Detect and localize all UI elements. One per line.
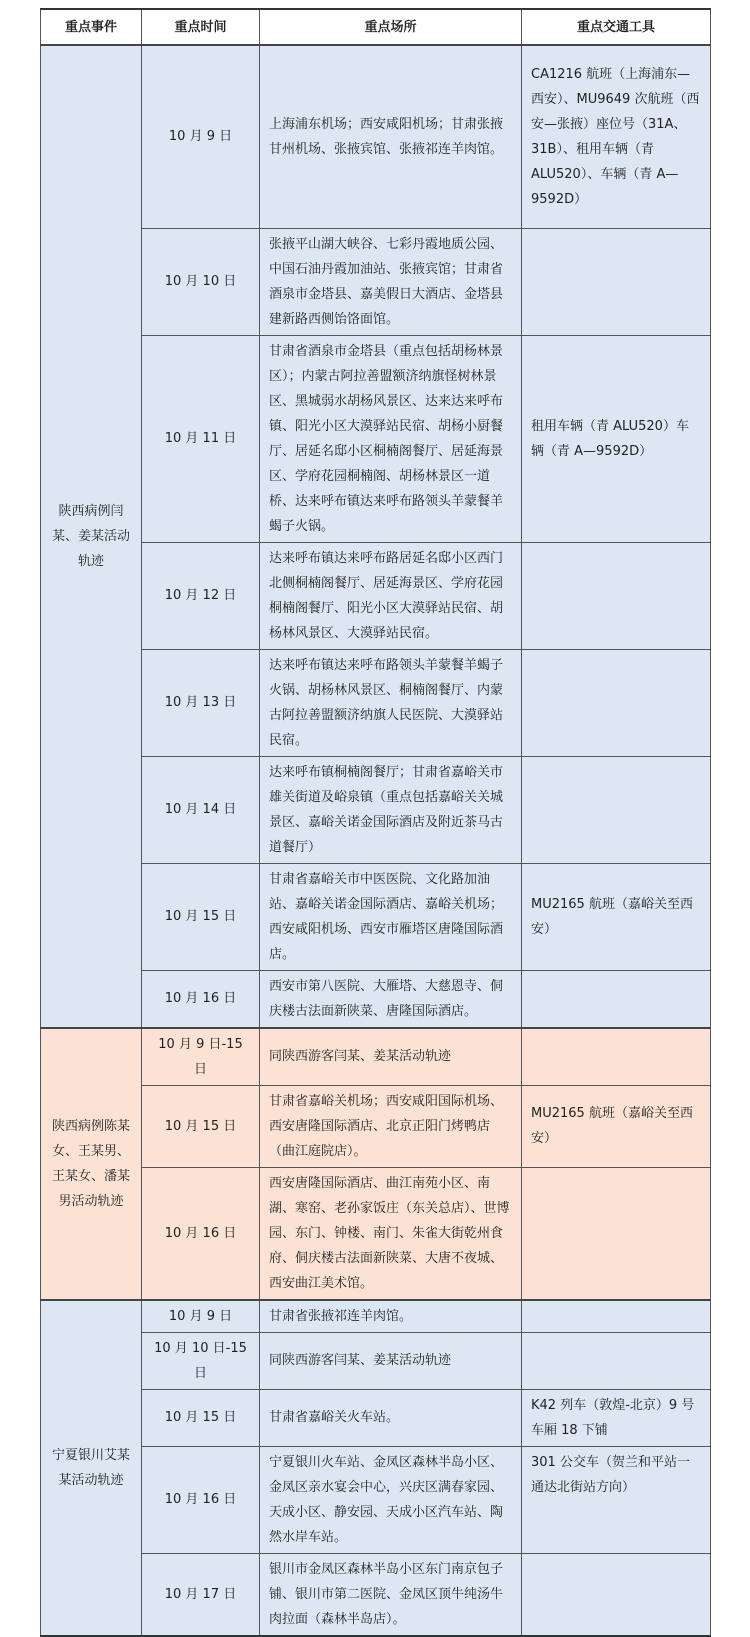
date-cell: 10 月 16 日 [142,1446,260,1553]
transport-cell [522,228,711,335]
table-row [41,1300,711,1333]
date-cell: 10 月 9 日 [142,45,260,228]
transport-cell [522,649,711,756]
places-cell: 同陕西游客闫某、姜某活动轨迹 [260,1028,522,1086]
table-row [41,756,711,863]
places-cell: 达来呼布镇桐楠阁餐厅；甘肃省嘉峪关市雄关街道及峪泉镇（重点包括嘉峪关关城景区、嘉峪关诺金国际酒店及附近茶马古道餐厅） [260,756,522,863]
table-row [41,542,711,649]
date-cell: 10 月 10 日-15 日 [142,1332,260,1389]
transport-cell: K42 列车（敦煌-北京）9 号车厢 18 下铺 [522,1389,711,1446]
date-cell: 10 月 11 日 [142,335,260,542]
transport-cell: MU2165 航班（嘉峪关至西安） [522,863,711,970]
transport-cell [522,970,711,1028]
date-cell: 10 月 17 日 [142,1553,260,1636]
places-cell: 西安唐隆国际酒店、曲江南苑小区、南湖、寒窑、老孙家饭庄（东关总店）、世博园、东门、钟楼、南门、朱雀大街乾州食府、侗庆楼古法面新陕菜、大唐不夜城、西安曲江美术馆。 [260,1167,522,1300]
date-cell: 10 月 15 日 [142,1085,260,1167]
table-row [41,1553,711,1636]
places-cell: 达来呼布镇达来呼布路居延名邸小区西门北侧桐楠阁餐厅、居延海景区、学府花园桐楠阁餐厅、阳光小区大漠驿站民宿、胡杨林风景区、大漠驿站民宿。 [260,542,522,649]
places-cell: 甘肃省嘉峪关市中医医院、文化路加油站、嘉峪关诺金国际酒店、嘉峪关机场；西安咸阳机场、西安市雁塔区唐隆国际酒店。 [260,863,522,970]
transport-cell [522,1300,711,1333]
header-places: 重点场所 [260,9,522,45]
table-row [41,45,711,228]
event-cell: 陕西病例陈某女、王某男、王某女、潘某男活动轨迹 [41,1028,142,1300]
table-row [41,335,711,542]
table-row [41,1332,711,1389]
places-cell: 同陕西游客闫某、姜某活动轨迹 [260,1332,522,1389]
table-row [41,1028,711,1086]
date-cell: 10 月 16 日 [142,1167,260,1300]
transport-cell [522,1553,711,1636]
places-cell: 甘肃省酒泉市金塔县（重点包括胡杨林景区）；内蒙古阿拉善盟额济纳旗怪树林景区、黑城弱水胡杨风景区、达来达来呼布镇、阳光小区大漠驿站民宿、胡杨小厨餐厅、居延名邸小区桐楠阁餐厅、居延海景区、学府花园桐楠阁、胡杨林景区一道桥、达来呼布镇达来呼布路领头羊蒙餐羊蝎子火锅。 [260,335,522,542]
transport-cell: 301 公交车（贺兰和平站一通达北街站方向） [522,1446,711,1553]
transport-cell [522,1028,711,1086]
date-cell: 10 月 15 日 [142,1389,260,1446]
event-cell: 陕西病例闫某、姜某活动轨迹 [41,45,142,1028]
header-event: 重点事件 [41,9,142,45]
date-cell: 10 月 13 日 [142,649,260,756]
transport-cell: CA1216 航班（上海浦东—西安）、MU9649 次航班（西安—张掖）座位号（31A、31B）、租用车辆（青ALU520）、车辆（青 A—9592D） [522,45,711,228]
activity-track-table [40,8,711,1637]
table-row [41,649,711,756]
transport-cell [522,756,711,863]
date-cell: 10 月 9 日 [142,1300,260,1333]
table-row [41,1085,711,1167]
transport-cell: MU2165 航班（嘉峪关至西安） [522,1085,711,1167]
table-row [41,1167,711,1300]
places-cell: 银川市金凤区森林半岛小区东门南京包子铺、银川市第二医院、金凤区顶牛纯汤牛肉拉面（森林半岛店）。 [260,1553,522,1636]
table-row [41,228,711,335]
transport-cell [522,542,711,649]
transport-cell [522,1167,711,1300]
date-cell: 10 月 12 日 [142,542,260,649]
table-row [41,863,711,970]
header-transport: 重点交通工具 [522,9,711,45]
table-row [41,1446,711,1553]
date-cell: 10 月 15 日 [142,863,260,970]
places-cell: 达来呼布镇达来呼布路领头羊蒙餐羊蝎子火锅、胡杨林风景区、桐楠阁餐厅、内蒙古阿拉善盟额济纳旗人民医院、大漠驿站民宿。 [260,649,522,756]
places-cell: 甘肃省嘉峪关机场；西安咸阳国际机场、西安唐隆国际酒店、北京正阳门烤鸭店（曲江庭院店）。 [260,1085,522,1167]
header-time: 重点时间 [142,9,260,45]
places-cell: 西安市第八医院、大雁塔、大慈恩寺、侗庆楼古法面新陕菜、唐隆国际酒店。 [260,970,522,1028]
transport-cell [522,1332,711,1389]
date-cell: 10 月 14 日 [142,756,260,863]
places-cell: 宁夏银川火车站、金凤区森林半岛小区、金凤区亲水宴会中心，兴庆区满春家园、天成小区、静安园、天成小区汽车站、陶然水岸车站。 [260,1446,522,1553]
places-cell: 上海浦东机场；西安咸阳机场；甘肃张掖甘州机场、张掖宾馆、张掖祁连羊肉馆。 [260,45,522,228]
header-row [41,9,711,45]
date-cell: 10 月 10 日 [142,228,260,335]
table-row [41,1389,711,1446]
table-row [41,970,711,1028]
transport-cell: 租用车辆（青 ALU520）车辆（青 A—9592D） [522,335,711,542]
event-cell: 宁夏银川艾某某活动轨迹 [41,1300,142,1636]
date-cell: 10 月 16 日 [142,970,260,1028]
places-cell: 张掖平山湖大峡谷、七彩丹霞地质公园、中国石油丹霞加油站、张掖宾馆；甘肃省酒泉市金塔县、嘉美假日大酒店、金塔县建新路西侧饴饹面馆。 [260,228,522,335]
places-cell: 甘肃省嘉峪关火车站。 [260,1389,522,1446]
date-cell: 10 月 9 日-15 日 [142,1028,260,1086]
places-cell: 甘肃省张掖祁连羊肉馆。 [260,1300,522,1333]
